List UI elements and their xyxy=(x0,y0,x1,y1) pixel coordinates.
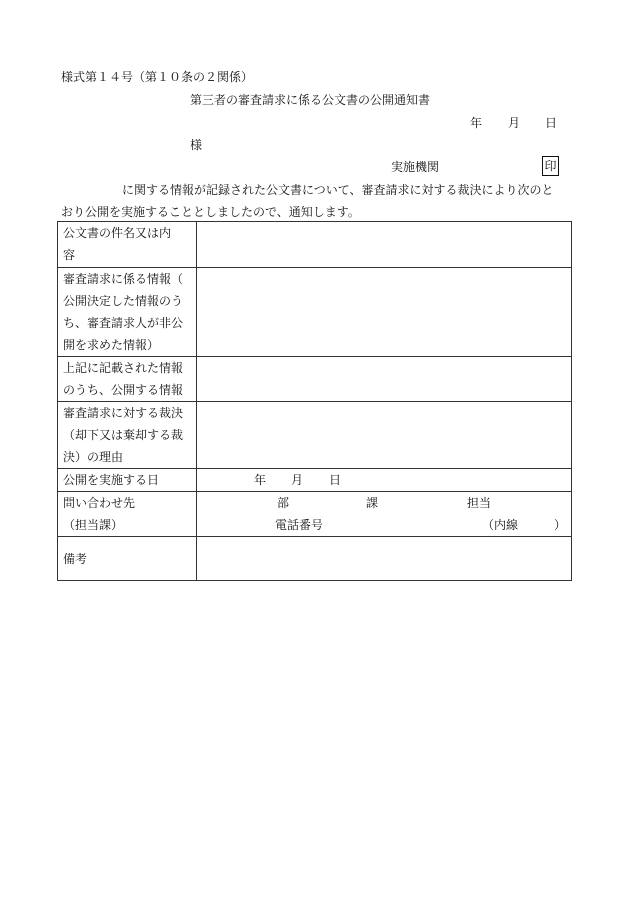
label-line: 容 xyxy=(63,248,76,262)
disclosure-month-label: 月 xyxy=(291,473,304,487)
document-title: 第三者の審査請求に係る公文書の公開通知書 xyxy=(190,93,431,107)
contact-department-label: 部 xyxy=(277,496,290,510)
label-line: 公文書の件名又は内 xyxy=(63,226,172,240)
row-label-contact xyxy=(58,492,197,537)
label-line: 決）の理由 xyxy=(63,450,124,464)
row-label-disclosed-info xyxy=(58,357,197,402)
label-line: （担当課） xyxy=(63,518,124,532)
issuer-label: 実施機関 xyxy=(391,160,440,174)
addressee-honorific: 様 xyxy=(190,138,203,152)
disclosure-day-label: 日 xyxy=(329,473,342,487)
form-number: 様式第１４号（第１０条の２関係） xyxy=(61,70,254,84)
contact-section-label: 課 xyxy=(366,496,379,510)
field-request-info[interactable] xyxy=(197,268,572,357)
table-row-ruling-reason xyxy=(58,402,572,469)
date-day-label: 日 xyxy=(545,116,558,130)
label-line: （却下又は棄却する裁 xyxy=(63,428,184,442)
label-line: 問い合わせ先 xyxy=(63,496,136,510)
table-row-document-title xyxy=(58,222,572,268)
field-disclosed-info[interactable] xyxy=(197,357,572,402)
label-line: ち、審査請求人が非公 xyxy=(63,316,184,330)
field-document-title[interactable] xyxy=(197,222,572,268)
seal-mark: 印 xyxy=(542,156,559,176)
table-row-request-info xyxy=(58,268,572,357)
body-text-line-1: に関する情報が記録された公文書について、審査請求に対する裁決により次のと xyxy=(122,183,554,197)
notice-table xyxy=(57,221,572,581)
row-label-document-title xyxy=(58,222,197,268)
table-row-contact xyxy=(58,492,572,537)
body-text-line-2: おり公開を実施することとしましたので、通知します。 xyxy=(61,205,360,219)
label-line: 審査請求に係る情報（ xyxy=(63,272,184,286)
row-label-disclosure-date xyxy=(58,469,197,492)
row-label-remarks xyxy=(58,537,197,581)
field-ruling-reason[interactable] xyxy=(197,402,572,469)
date-month-label: 月 xyxy=(508,116,521,130)
contact-phone-label: 電話番号 xyxy=(275,518,324,532)
label-line: 備考 xyxy=(63,551,88,566)
label-line: 公開決定した情報のう xyxy=(63,294,184,308)
table-row-remarks xyxy=(58,537,572,581)
disclosure-year-label: 年 xyxy=(254,473,267,487)
label-line: 公開を実施する日 xyxy=(63,473,160,487)
field-disclosure-date[interactable] xyxy=(197,469,572,492)
field-remarks[interactable] xyxy=(197,537,572,581)
field-contact[interactable] xyxy=(197,492,572,537)
label-line: 上記に記載された情報 xyxy=(63,361,184,375)
label-line: 開を求めた情報） xyxy=(63,338,160,352)
contact-extension-label: （内線 ） xyxy=(482,518,567,532)
row-label-ruling-reason xyxy=(58,402,197,469)
label-line: 審査請求に対する裁決 xyxy=(63,406,184,420)
table-row-disclosed-info xyxy=(58,357,572,402)
label-line: のうち、公開する情報 xyxy=(63,383,184,397)
date-year-label: 年 xyxy=(470,116,483,130)
contact-person-label: 担当 xyxy=(467,496,492,510)
table-row-disclosure-date xyxy=(58,469,572,492)
row-label-request-info xyxy=(58,268,197,357)
